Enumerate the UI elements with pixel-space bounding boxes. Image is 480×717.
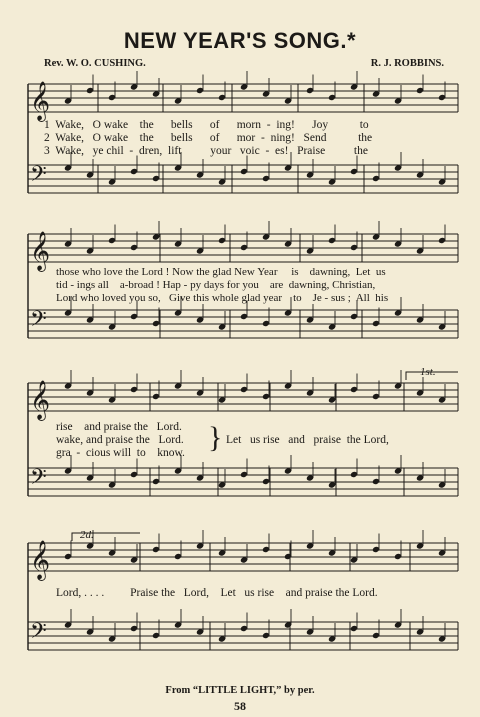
verse-brace: } (208, 421, 223, 454)
system2-bass-clef: 𝄢 (30, 307, 47, 337)
verse3-line2: Lord who loved you so, Give this whole glad year to Je - sus ; All his (56, 292, 389, 304)
system2-treble-clef: 𝄞 (30, 231, 51, 271)
lyricist-credit: Rev. W. O. CUSHING. (44, 58, 146, 69)
verse1-line2: those who love the Lord ! Now the glad New Year is dawning, Let us (56, 266, 386, 278)
source-footer: From “LITTLE LIGHT,” by per. (165, 685, 315, 696)
system4-treble-clef: 𝄞 (30, 540, 51, 580)
verse1-line1: 1 Wake, O wake the bells of morn - ing! Joy to (44, 119, 369, 131)
verse2-line3: wake, and praise the Lord. (56, 434, 184, 446)
final-line: Lord, . . . . Praise the Lord, Let us rise and praise the Lord. (56, 587, 378, 599)
verse2-line1: 2 Wake, O wake the bells of mor - ning! Send the (44, 132, 373, 144)
song-title: NEW YEAR'S SONG.* (123, 28, 357, 53)
composer-credit: R. J. ROBBINS. (370, 58, 444, 69)
second-ending-label: 2d. (80, 529, 94, 541)
system3-bass-clef: 𝄢 (30, 465, 47, 495)
verse3-line3: gra - cious will to know. (56, 447, 185, 459)
verse3-line1: 3 Wake, ye chil - dren, lift your voic - es! Praise the (44, 145, 368, 157)
system4-bass-clef: 𝄢 (30, 619, 47, 649)
first-ending-label: 1st. (420, 366, 436, 378)
system1-bass-clef: 𝄢 (30, 162, 47, 192)
system1-treble-clef: 𝄞 (30, 81, 51, 121)
page-number: 58 (234, 699, 246, 713)
verse2-line2: tid - ings all a-broad ! Hap - py days for you are dawning, Christian, (56, 279, 376, 291)
system3-treble-clef: 𝄞 (30, 380, 51, 420)
verse1-line3: rise and praise the Lord. (56, 421, 182, 433)
refrain-line: Let us rise and praise the Lord, (226, 434, 389, 446)
